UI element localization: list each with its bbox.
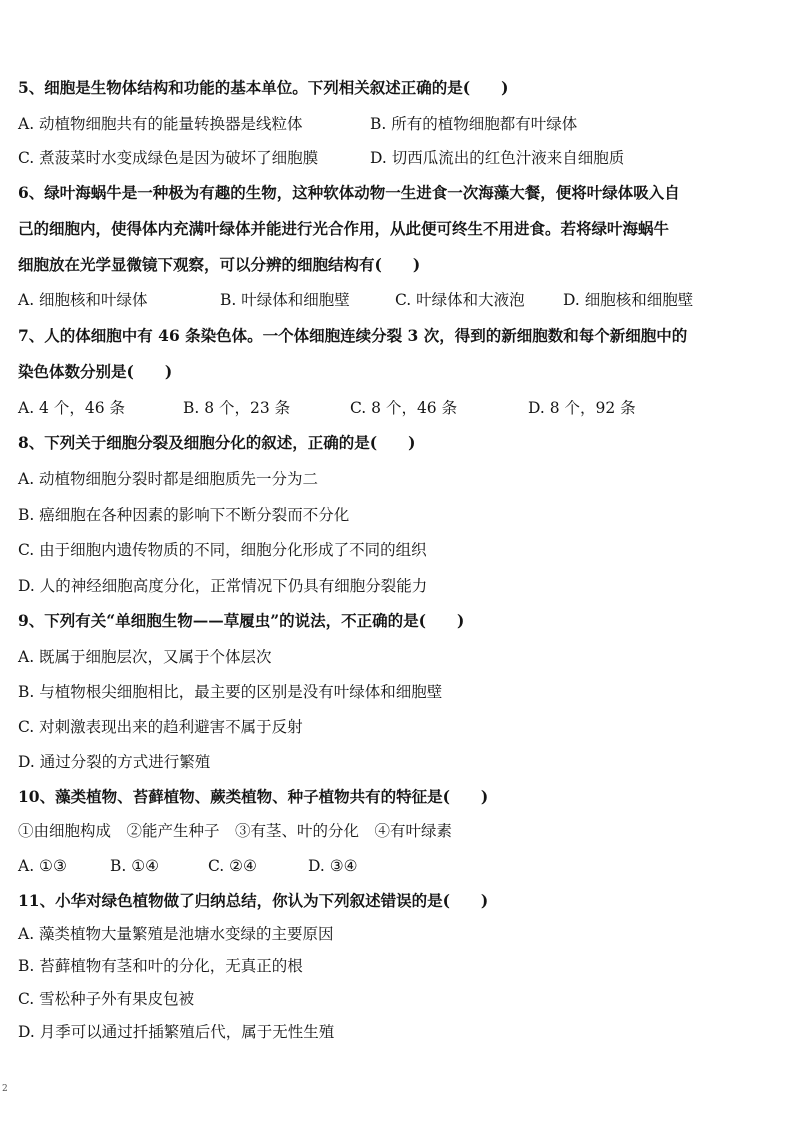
question-9-option-b: B. 与植物根尖细胞相比，最主要的区别是没有叶绿体和细胞壁 (18, 683, 443, 701)
question-6-stem-line-2: 己的细胞内，使得体内充满叶绿体并能进行光合作用，从此便可终生不用进食。若将绿叶海蜗牛 (18, 219, 670, 238)
question-11-option-b: B. 苔藓植物有茎和叶的分化，无真正的根 (18, 957, 303, 975)
question-5-option-a: A. 动植物细胞共有的能量转换器是线粒体 (18, 115, 303, 133)
question-9-option-c: C. 对刺激表现出来的趋利避害不属于反射 (18, 718, 303, 736)
question-11-option-a: A. 藻类植物大量繁殖是池塘水变绿的主要原因 (18, 925, 334, 943)
question-7-option-b: B. 8 个，23 条 (183, 399, 291, 417)
question-9-option-a: A. 既属于细胞层次，又属于个体层次 (18, 648, 272, 666)
question-8-option-a: A. 动植物细胞分裂时都是细胞质先一分为二 (18, 470, 319, 488)
question-5-stem: 5、细胞是生物体结构和功能的基本单位。下列相关叙述正确的是( ) (18, 78, 509, 97)
page-number-mark: 2 (2, 1084, 8, 1094)
question-6-option-c: C. 叶绿体和大液泡 (395, 291, 525, 309)
question-8-option-b: B. 癌细胞在各种因素的影响下不断分裂而不分化 (18, 506, 350, 524)
question-10-option-d: D. ③④ (308, 857, 358, 875)
question-7-stem-line-2: 染色体数分别是( ) (18, 362, 173, 381)
question-10-statements: ①由细胞构成 ②能产生种子 ③有茎、叶的分化 ④有叶绿素 (18, 822, 453, 840)
question-7-stem-line-1: 7、人的体细胞中有 46 条染色体。一个体细胞连续分裂 3 次，得到的新细胞数和每个新细胞中的 (18, 326, 688, 345)
question-8-option-d: D. 人的神经细胞高度分化，正常情况下仍具有细胞分裂能力 (18, 577, 428, 595)
question-6-option-d: D. 细胞核和细胞壁 (563, 291, 694, 309)
question-9-stem: 9、下列有关“单细胞生物——草履虫”的说法，不正确的是( ) (18, 611, 465, 630)
question-5-option-b: B. 所有的植物细胞都有叶绿体 (370, 115, 578, 133)
question-11-option-d: D. 月季可以通过扦插繁殖后代，属于无性生殖 (18, 1023, 335, 1041)
question-10-stem: 10、藻类植物、苔藓植物、蕨类植物、种子植物共有的特征是( ) (18, 787, 489, 806)
question-7-option-d: D. 8 个，92 条 (528, 399, 636, 417)
question-7-option-a: A. 4 个，46 条 (18, 399, 125, 417)
question-5-option-c: C. 煮菠菜时水变成绿色是因为破坏了细胞膜 (18, 149, 319, 167)
question-6-option-a: A. 细胞核和叶绿体 (18, 291, 148, 309)
question-9-option-d: D. 通过分裂的方式进行繁殖 (18, 753, 211, 771)
question-10-option-a: A. ①③ (18, 857, 67, 875)
question-11-option-c: C. 雪松种子外有果皮包被 (18, 990, 195, 1008)
question-8-stem: 8、下列关于细胞分裂及细胞分化的叙述，正确的是( ) (18, 433, 416, 452)
question-5-option-d: D. 切西瓜流出的红色汁液来自细胞质 (370, 149, 625, 167)
question-10-option-b: B. ①④ (110, 857, 160, 875)
question-6-stem-line-3: 细胞放在光学显微镜下观察，可以分辨的细胞结构有( ) (18, 255, 421, 274)
question-8-option-c: C. 由于细胞内遗传物质的不同，细胞分化形成了不同的组织 (18, 541, 427, 559)
question-7-option-c: C. 8 个，46 条 (350, 399, 458, 417)
question-6-option-b: B. 叶绿体和细胞壁 (220, 291, 350, 309)
question-11-stem: 11、小华对绿色植物做了归纳总结，你认为下列叙述错误的是( ) (18, 891, 489, 910)
question-6-stem-line-1: 6、绿叶海蜗牛是一种极为有趣的生物，这种软体动物一生进食一次海藻大餐，便将叶绿体吸入自 (18, 183, 680, 202)
question-10-option-c: C. ②④ (208, 857, 257, 875)
